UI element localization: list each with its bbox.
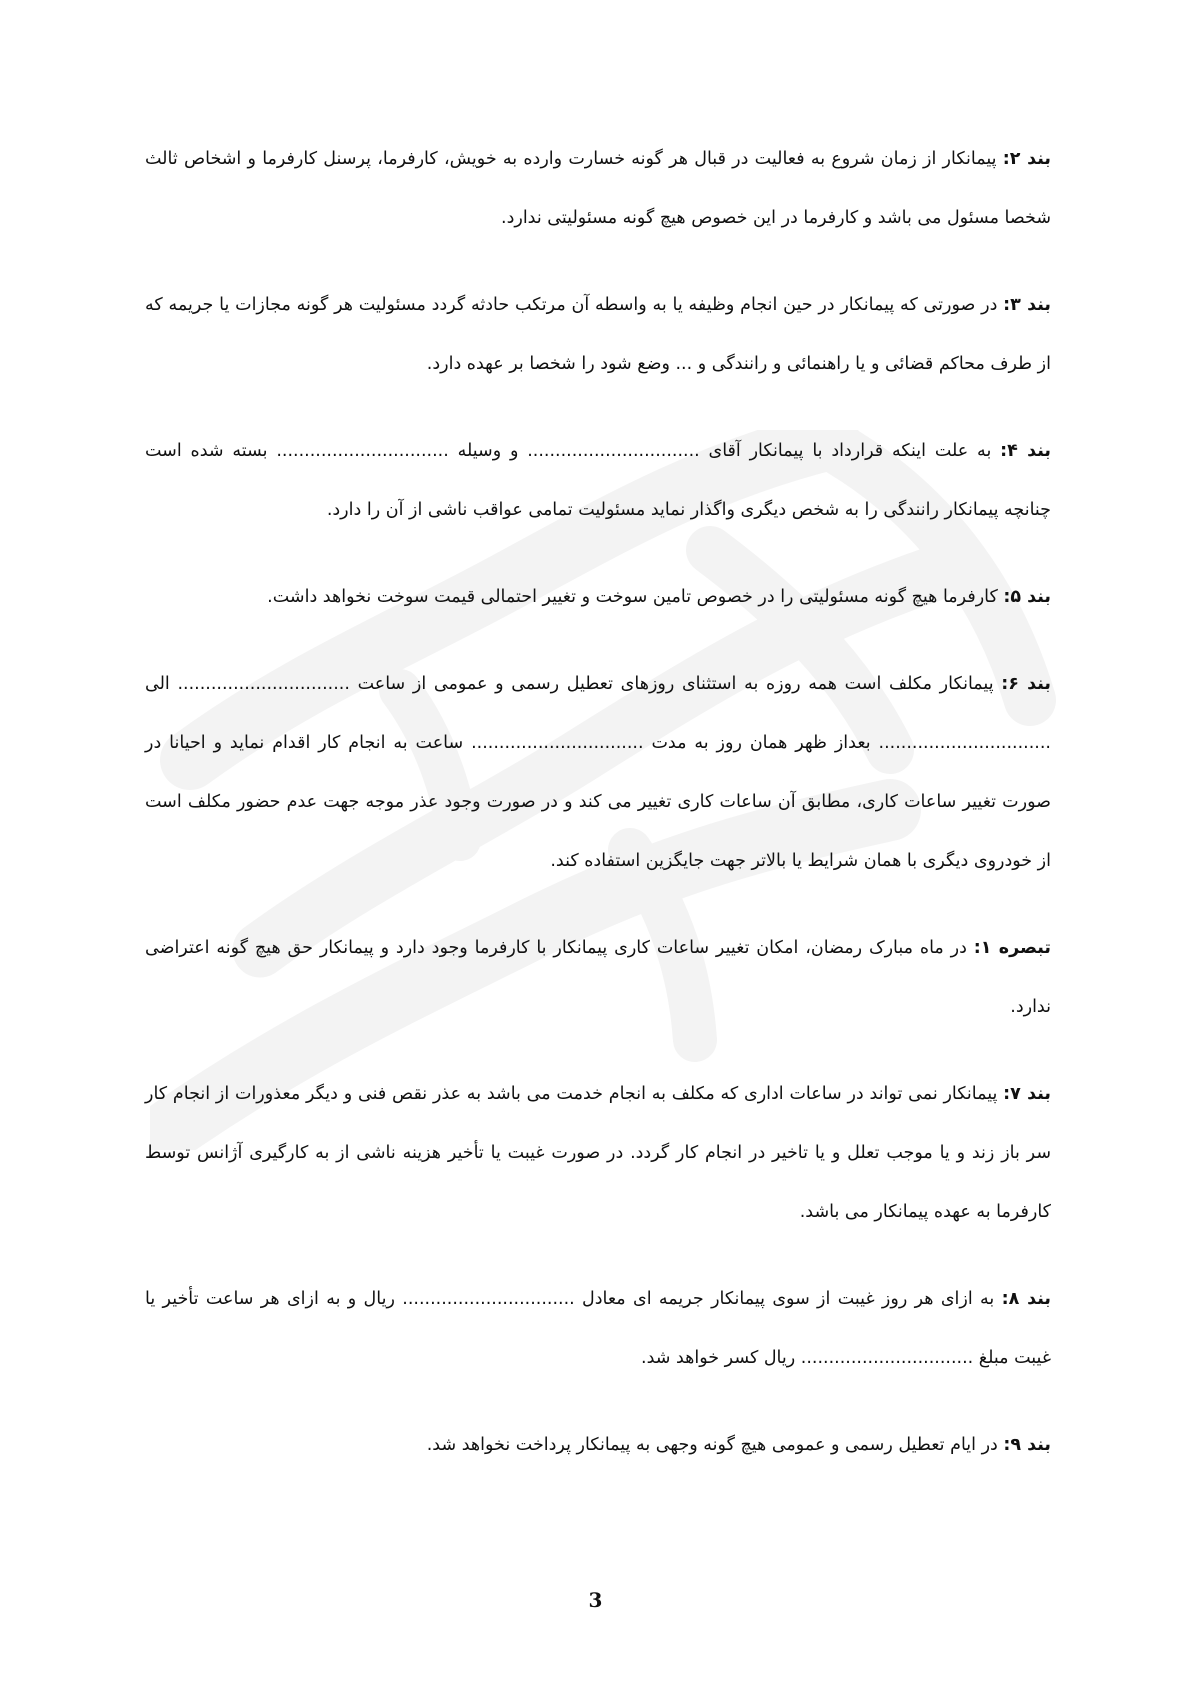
clause-label: بند ۳: <box>1003 295 1051 315</box>
clause-9 <box>145 1416 1051 1475</box>
clause-text: پیمانکار مکلف است همه روزه به استثنای روزهای تعطیل رسمی و عمومی از ساعت ............................... الی ............................... بعداز ظهر همان روز به مدت ............................... ساعت به انجام کار اقدام نماید و احیانا در صورت تغییر ساعات کاری، مطابق آن ساعات کاری تغییر می کند و در صورت وجود عذر موجه جهت عدم حضور مکلف است از خودروی دیگری با همان شرایط یا بالاتر جهت جایگزین استفاده کند. <box>145 674 1051 871</box>
clause-8 <box>145 1270 1051 1388</box>
page-number: 3 <box>588 1588 603 1612</box>
clause-7 <box>145 1065 1051 1242</box>
clause-text: به علت اینکه قرارداد با پیمانکار آقای ............................... و وسیله ............................... بسته شده است چنانچه پیمانکار رانندگی را به شخص دیگری واگذار نماید مسئولیت تمامی عواقب ناشی از آن را دارد. <box>145 441 1051 520</box>
clause-label: بند ۸: <box>1001 1289 1051 1309</box>
clause-label: بند ۷: <box>1003 1084 1051 1104</box>
clause-text: پیمانکار نمی تواند در ساعات اداری که مکلف به انجام خدمت می باشد به عذر نقص فنی و دیگر معذورات از انجام کار سر باز زند و یا موجب تعلل و یا تاخیر در انجام کار گردد. در صورت غیبت یا تأخیر هزینه ناشی از به کارگیری آژانس توسط کارفرما به عهده پیمانکار می باشد. <box>145 1084 1051 1222</box>
clause-5 <box>145 568 1051 627</box>
clause-label: تبصره ۱: <box>973 938 1051 958</box>
clause-4 <box>145 422 1051 540</box>
clause-label: بند ۹: <box>1003 1435 1051 1455</box>
clause-text: به ازای هر روز غیبت از سوی پیمانکار جریمه ای معادل ............................... ریال و به ازای هر ساعت تأخیر یا غیبت مبلغ ............................... ریال کسر خواهد شد. <box>145 1289 1051 1368</box>
clause-text: کارفرما هیچ گونه مسئولیتی را در خصوص تامین سوخت و تغییر احتمالی قیمت سوخت نخواهد داشت. <box>267 587 1004 607</box>
clause-text: در صورتی که پیمانکار در حین انجام وظیفه یا به واسطه آن مرتکب حادثه گردد مسئولیت هر گونه مجازات یا جریمه که از طرف محاکم قضائی و یا راهنمائی و رانندگی و ... وضع شود را شخصا بر عهده دارد. <box>145 295 1051 374</box>
clause-3 <box>145 276 1051 394</box>
clause-text: در ماه مبارک رمضان، امکان تغییر ساعات کاری پیمانکار با کارفرما وجود دارد و پیمانکار حق هیچ گونه اعتراضی ندارد. <box>145 938 1051 1017</box>
clause-label: بند ۵: <box>1003 587 1051 607</box>
clause-label: بند ۶: <box>1001 674 1051 694</box>
clause-label: بند ۴: <box>1000 441 1051 461</box>
clause-label: بند ۲: <box>1002 149 1051 169</box>
contract-clauses <box>145 130 1051 1503</box>
clause-2 <box>145 130 1051 248</box>
clause-6 <box>145 655 1051 891</box>
clause-text: پیمانکار از زمان شروع به فعالیت در قبال هر گونه خسارت وارده به خویش، کارفرما، پرسنل کارفرما و اشخاص ثالث شخصا مسئول می باشد و کارفرما در این خصوص هیچ گونه مسئولیتی ندارد. <box>145 149 1051 228</box>
note-1 <box>145 919 1051 1037</box>
clause-text: در ایام تعطیل رسمی و عمومی هیچ گونه وجهی به پیمانکار پرداخت نخواهد شد. <box>426 1435 1004 1455</box>
